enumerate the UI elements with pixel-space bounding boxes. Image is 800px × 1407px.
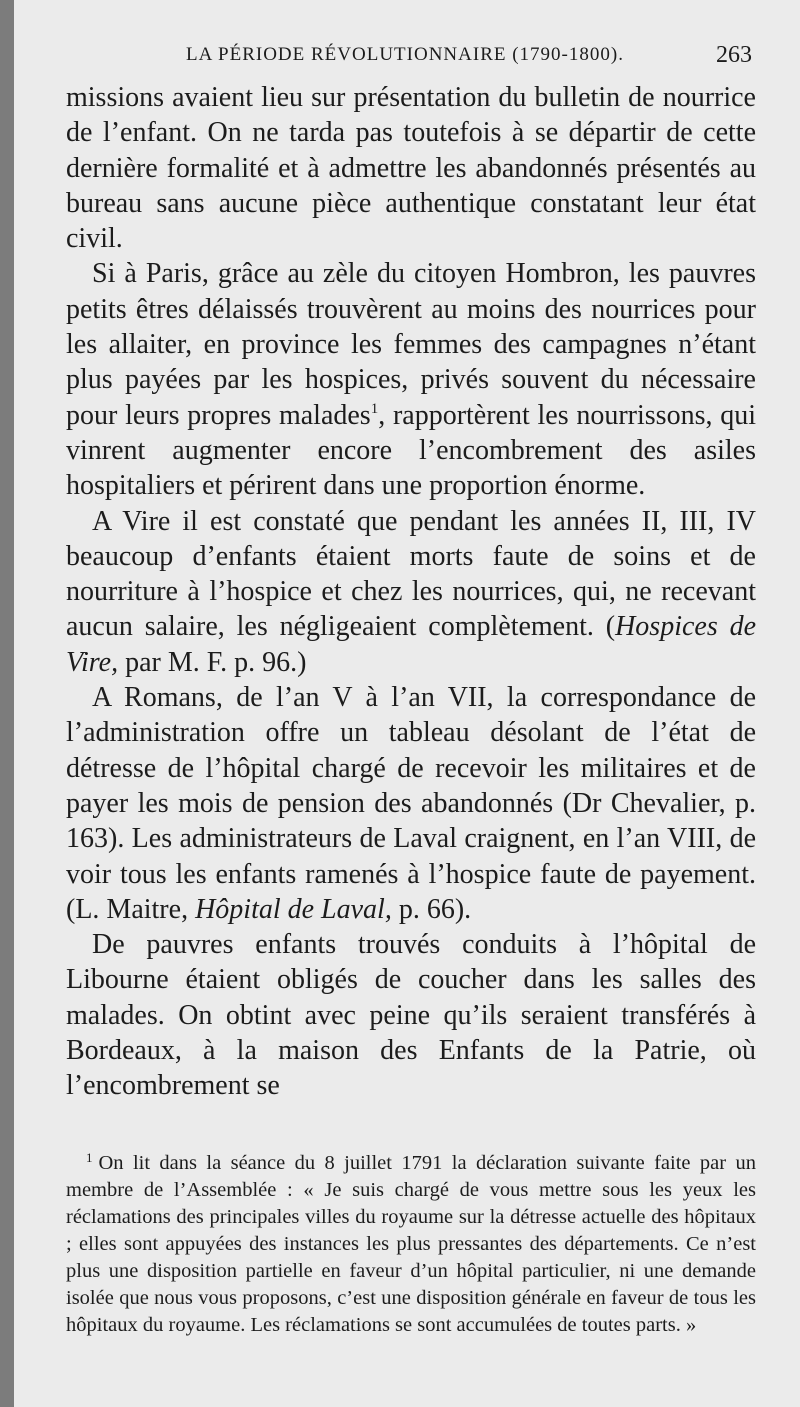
page-number: 263 — [716, 42, 752, 68]
footnotes — [66, 1150, 756, 1339]
paragraph-text: A Romans, de l’an V à l’an VII, la correspondance de l’administration offre un tableau désolant de l’état de détresse de l’hôpital chargé de recevoir les militaires et de payer les mois de pension des abandonnés (Dr Chevalier, p. 163). Les administrateurs de Laval craignent, en l’an VIII, de voir tous les enfants ramenés à l’hospice faute de payement. (L. Maitre, — [66, 682, 756, 925]
footnote-mark: 1 — [86, 1149, 93, 1165]
footnote — [66, 1150, 756, 1339]
citation-title: Hôpital de Laval, — [195, 893, 392, 925]
paragraph: De pauvres enfants trouvés conduits à l’hôpital de Libourne étaient obligés de coucher dans les salles des malades. On obtint avec peine qu’ils seraient transférés à Bordeaux, à la maison des Enfants de la Patrie, où l’encombrement se — [66, 929, 756, 1102]
footnote-text: On lit dans la séance du 8 juillet 1791 la déclaration suivante faite par un membre de l’Assemblée : « Je suis chargé de vous mettre sous les yeux les réclamations des principales villes du royaume sur la détresse actuelle des hôpitaux ; elles sont appuyées des instances les plus pressantes des départements. Ce n’est plus une disposition partielle en faveur d’un hôpital particulier, ni une demande isolée que nous vous proposons, c’est une disposition générale en faveur de tous les hôpitaux du royaume. Les réclamations se sont accumulées de toutes parts. » — [66, 1151, 756, 1336]
citation-title: Hospices de Vire, — [66, 611, 757, 678]
body-text — [66, 80, 756, 1104]
paragraph — [66, 680, 756, 927]
page-header — [66, 40, 756, 80]
paragraph — [66, 504, 756, 680]
paragraph-text: , rapportèrent les nourrissons, qui vinrent augmenter encore l’encombrement des asiles hospitaliers et périrent dans une proportion énorme. — [66, 399, 756, 502]
running-title: LA PÉRIODE RÉVOLUTIONNAIRE (1790-1800). — [186, 44, 624, 65]
paragraph-text: p. 66). — [391, 893, 472, 925]
paragraph: missions avaient lieu sur présentation du bulletin de nourrice de l’enfant. On ne tarda pas toutefois à se départir de cette dernière formalité et à admettre les abandonnés présentés au bureau sans aucune pièce authentique constatant leur état civil. — [66, 82, 756, 255]
footnote-reference[interactable]: 1 — [370, 400, 379, 417]
paragraph-text: Si à Paris, grâce au zèle du citoyen Hombron, les pauvres petits êtres délaissés trouvèrent au moins des nourrices pour les allaiter, en province les femmes des campagnes n’étant plus payées par les hospices, privés souvent du nécessaire pour leurs propres malades — [66, 258, 756, 431]
book-page — [14, 0, 800, 1407]
paragraph-text: A Vire il est constaté que pendant les années II, III, IV beaucoup d’enfants étaient morts faute de soins et de nourriture à l’hospice et chez les nourrices, qui, ne recevant aucun salaire, les négligeaient complètement. ( — [66, 505, 756, 643]
paragraph-text: par M. F. p. 96.) — [118, 646, 307, 678]
paragraph — [66, 256, 756, 503]
